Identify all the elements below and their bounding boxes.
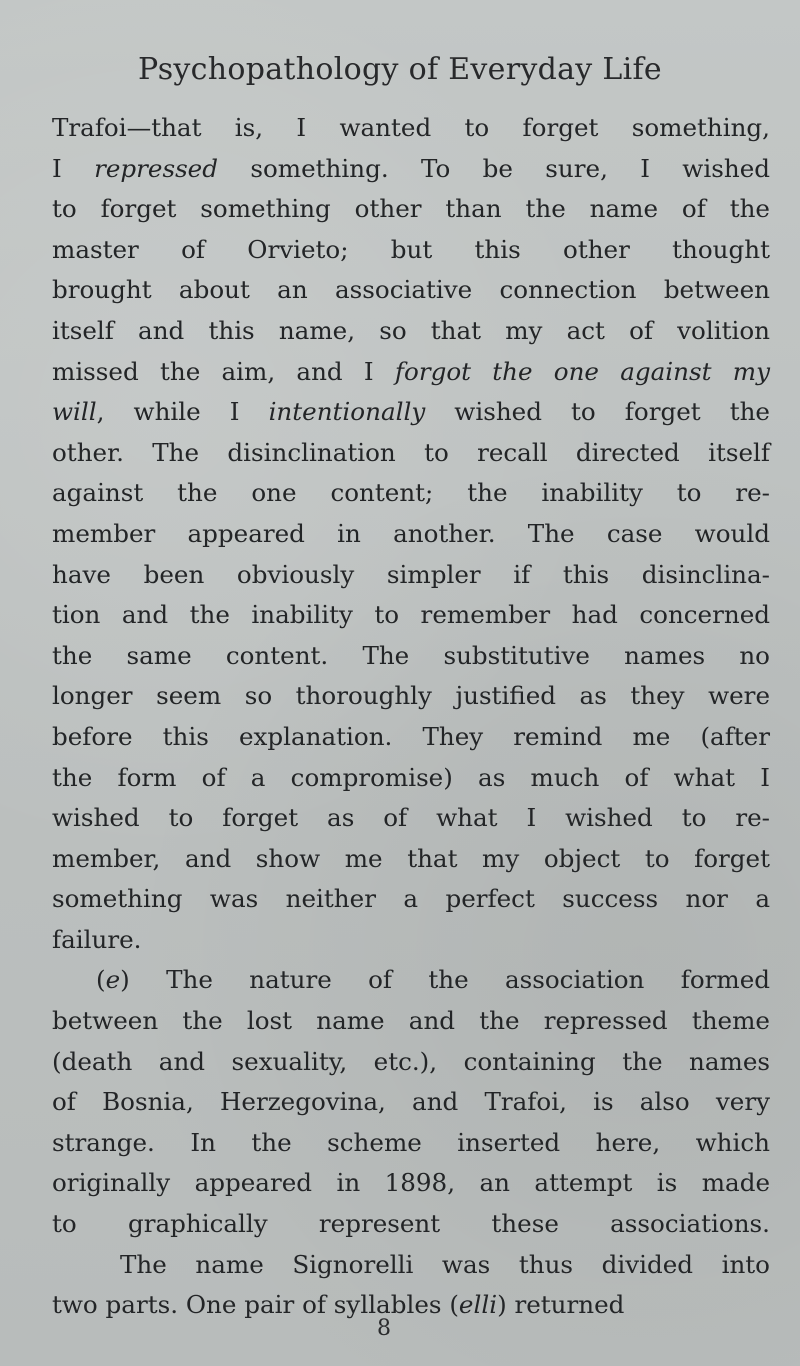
text-line: to forget something other than the name of the <box>52 194 770 224</box>
text-line: will, while I intentionally wished to forget the <box>52 397 770 427</box>
text-line: brought about an associative connection between <box>52 275 770 305</box>
italic-text: will <box>52 397 97 427</box>
italic-text: elli <box>458 1290 498 1320</box>
text-line: something was neither a perfect success nor a <box>52 884 770 914</box>
text-line: other. The disinclination to recall directed itself <box>52 437 770 467</box>
text-line: the form of a compromise) as much of what I <box>52 762 770 792</box>
text-line: of Bosnia, Herzegovina, and Trafoi, is also very <box>52 1087 770 1117</box>
text-line: Trafoi—that is, I wanted to forget something, <box>52 113 770 142</box>
text-line: strange. In the scheme inserted here, which <box>52 1127 770 1157</box>
text-line: (e) The nature of the association formed <box>96 965 770 995</box>
text-line: have been obviously simpler if this disinclina- <box>52 559 770 589</box>
text-line: between the lost name and the repressed theme <box>52 1006 770 1036</box>
page-number: 8 <box>377 1316 391 1341</box>
running-head-title: Psychopathology of Everyday Life <box>138 52 662 87</box>
text-line: master of Orvieto; but this other thought <box>52 234 770 264</box>
text-line: tion and the inability to remember had concerned <box>52 600 770 630</box>
text-line: itself and this name, so that my act of volition <box>52 315 770 345</box>
text-line: to graphically represent these associations. <box>52 1209 770 1239</box>
italic-text: repressed <box>94 153 218 183</box>
text-line: failure. <box>52 924 142 954</box>
text-line: I repressed something. To be sure, I wished <box>52 153 770 183</box>
text-line: The name Signorelli was thus divided into <box>120 1249 770 1279</box>
text-line: missed the aim, and I forgot the one against my <box>52 356 770 386</box>
body-text <box>52 108 770 1326</box>
text-line: wished to forget as of what I wished to re- <box>52 803 770 833</box>
italic-text: e <box>105 965 121 995</box>
text-line: two parts. One pair of syllables (elli) returned <box>52 1290 625 1320</box>
text-line: originally appeared in 1898, an attempt is made <box>52 1168 770 1198</box>
text-line: longer seem so thoroughly justified as they were <box>52 681 770 711</box>
text-line: against the one content; the inability to re- <box>52 478 770 508</box>
italic-text: forgot the one against my <box>394 356 770 386</box>
text-line: member, and show me that my object to forget <box>52 843 770 873</box>
text-line: (death and sexuality, etc.), containing the names <box>52 1046 770 1076</box>
text-line: member appeared in another. The case would <box>52 518 770 548</box>
italic-text: intentionally <box>268 397 426 427</box>
text-line: the same content. The substitutive names no <box>52 640 770 670</box>
text-line: before this explanation. They remind me (after <box>52 721 770 751</box>
